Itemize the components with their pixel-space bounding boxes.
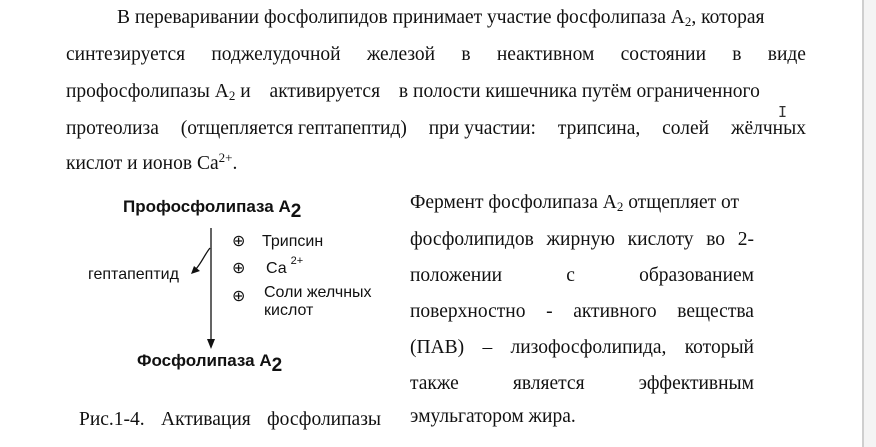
right-line-4 xyxy=(410,300,754,324)
word: фосфолипазы xyxy=(267,409,381,430)
word: также xyxy=(410,373,459,394)
plus-circle-icon: ⊕ xyxy=(232,288,246,305)
word: виде xyxy=(767,44,806,65)
paragraph-line-1 xyxy=(117,6,765,30)
word: в полости кишечника путём ограниченного xyxy=(398,81,760,102)
plus-circle-icon: ⊕ xyxy=(232,260,246,277)
side-curved-arrow xyxy=(196,248,210,269)
word: эффективным xyxy=(638,373,754,394)
paragraph-line-2 xyxy=(66,43,806,67)
word: жирную xyxy=(546,229,615,250)
subscript: 2 xyxy=(684,14,692,29)
superscript: 2+ xyxy=(290,255,304,267)
text: Са xyxy=(266,260,287,277)
cofactor-bile-salts xyxy=(264,284,372,320)
text: профосфолипазы А xyxy=(66,81,229,102)
text-cursor-icon: I xyxy=(778,103,788,121)
word: солей xyxy=(662,118,710,139)
word: неактивном xyxy=(496,44,595,65)
word: жёлчных xyxy=(730,118,806,139)
heptapeptide-label: гептапептид xyxy=(88,266,179,283)
word: положении xyxy=(410,265,503,286)
word: 2- xyxy=(737,229,754,250)
word: – xyxy=(482,337,493,358)
subscript: 2 xyxy=(228,88,236,103)
subscript: 2 xyxy=(290,201,302,222)
word: состоянии xyxy=(620,44,707,65)
word: трипсина, xyxy=(557,118,641,139)
text: . xyxy=(232,153,238,174)
main-arrow-head xyxy=(207,339,215,349)
text: отщепляет от xyxy=(623,192,740,213)
word: активного xyxy=(573,301,657,322)
word: Рис.1-4. xyxy=(79,409,145,430)
right-line-7: эмульгатором жира. xyxy=(410,406,576,427)
word: является xyxy=(512,373,585,394)
page-right-border xyxy=(862,0,864,447)
right-line-3 xyxy=(410,264,754,288)
text: кислот и ионов Са xyxy=(66,153,219,174)
subscript: 2 xyxy=(616,199,624,214)
text: Соли желчных xyxy=(264,284,372,301)
word: железой xyxy=(366,44,436,65)
word: кислоту xyxy=(627,229,694,250)
text: и xyxy=(235,81,251,102)
word: образованием xyxy=(639,265,754,286)
word: поджелудочной xyxy=(211,44,341,65)
word: вещества xyxy=(677,301,754,322)
right-line-6 xyxy=(410,372,754,396)
word: активируется xyxy=(269,81,381,102)
right-line-1 xyxy=(410,191,739,215)
word: поверхностно xyxy=(410,301,526,322)
word: в xyxy=(732,44,742,65)
word: который xyxy=(684,337,754,358)
word: - xyxy=(546,301,553,322)
word: во xyxy=(706,229,726,250)
word: при участии: xyxy=(428,118,536,139)
word: (ПАВ) xyxy=(410,337,465,358)
side-arrow-head xyxy=(191,266,200,274)
diagram-bottom-label xyxy=(137,350,283,376)
diagram-top-label xyxy=(123,196,302,222)
word: (отщепляется гептапептид) xyxy=(180,118,407,139)
text: В переваривании фосфолипидов принимает участие фосфолипаза А xyxy=(117,7,685,28)
text: Фосфолипаза А xyxy=(137,351,272,370)
text: Фермент фосфолипаза А xyxy=(410,192,617,213)
figure-caption xyxy=(79,408,381,432)
word: с xyxy=(566,265,575,286)
plus-circle-icon: ⊕ xyxy=(232,233,246,250)
text: , которая xyxy=(691,7,765,28)
superscript: 2+ xyxy=(218,150,233,165)
word: синтезируется xyxy=(66,44,186,65)
word: протеолиза xyxy=(66,118,159,139)
right-line-2 xyxy=(410,228,754,252)
paragraph-line-4 xyxy=(66,117,806,141)
word: в xyxy=(461,44,471,65)
word: Активация xyxy=(161,409,251,430)
word: фосфолипидов xyxy=(410,229,534,250)
paragraph-line-3 xyxy=(66,80,806,104)
right-line-5 xyxy=(410,336,754,360)
subscript: 2 xyxy=(271,355,283,376)
word: лизофосфолипида, xyxy=(510,337,667,358)
text: Профосфолипаза А xyxy=(123,197,291,216)
text: кислот xyxy=(264,302,314,319)
cofactor-calcium xyxy=(266,255,304,279)
cofactor-trypsin: Трипсин xyxy=(262,233,324,250)
paragraph-line-5 xyxy=(66,152,237,176)
